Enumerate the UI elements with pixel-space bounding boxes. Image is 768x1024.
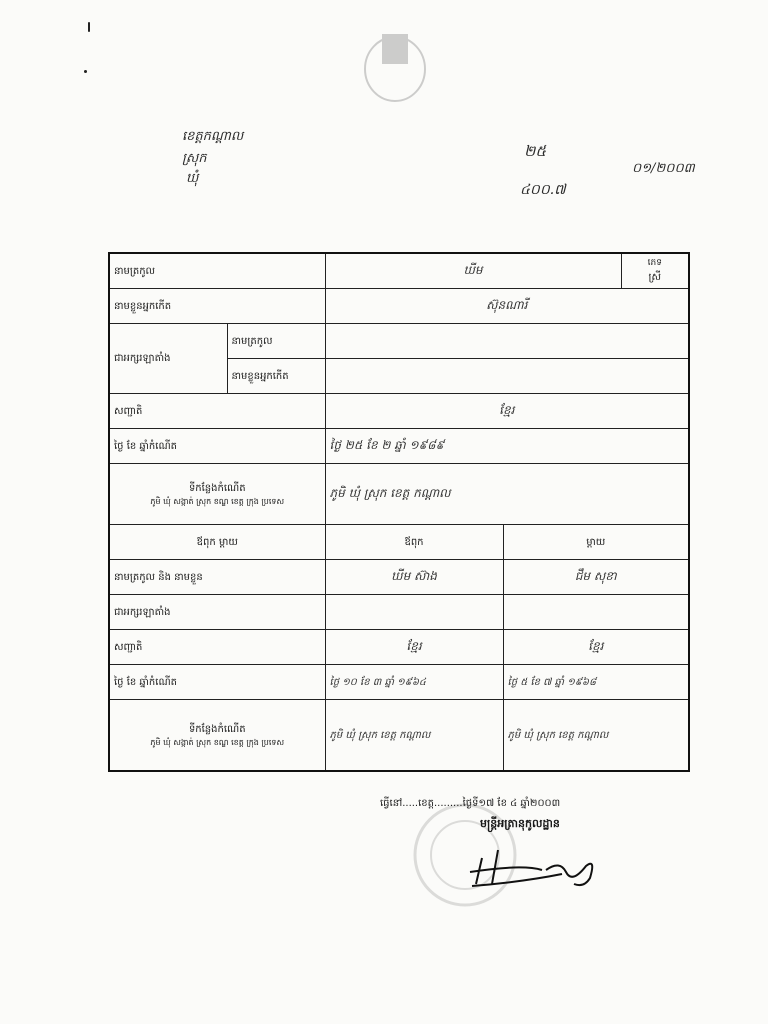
latin-label: ជាអក្សរឡាតាំង [109, 324, 227, 394]
latin-surname-row [109, 324, 689, 359]
issue-date-line: ធ្វើនៅ.....ខេត្ត.........ថ្ងៃទី១៧ ខែ ៤ ឆ្នាំ២០០៣ [380, 798, 561, 809]
surname-row [109, 253, 689, 289]
parent-dob-label: ថ្ងៃ ខែ ឆ្នាំកំណើត [109, 665, 325, 700]
handwritten-reference: ០១/២០០៣ [632, 161, 695, 176]
surname-label: នាមត្រកូល [109, 253, 325, 289]
father-name: ឃីម ស៊ាង [325, 560, 503, 595]
signature-scribble [462, 844, 612, 894]
mother-latin-value [503, 595, 689, 630]
dob-label: ថ្ងៃ ខែ ឆ្នាំកំណើត [109, 429, 325, 464]
given-name-value: ស៊ុនណារី [325, 289, 689, 324]
gender-cell [621, 253, 689, 289]
father-latin-value [325, 595, 503, 630]
pob-label-cell [109, 464, 325, 525]
gender-value: ស្រី [648, 272, 662, 283]
parent-pob-label-cell [109, 700, 325, 772]
scan-mark [88, 22, 90, 32]
birth-certificate-form [108, 252, 690, 772]
scan-speck [84, 70, 87, 73]
latin-surname-value [325, 324, 689, 359]
pob-sublabel: ភូមិ ឃុំ សង្កាត់ ស្រុក ខណ្ឌ ខេត្ត ក្រុង ប្រទេស [150, 496, 285, 506]
parent-nationality-row [109, 630, 689, 665]
parent-dob-row [109, 665, 689, 700]
parent-nationality-label: សញ្ជាតិ [109, 630, 325, 665]
parents-label: ឪពុក ម្ដាយ [109, 525, 325, 560]
parent-name-label: នាមត្រកូល និង នាមខ្លួន [109, 560, 325, 595]
emblem-watermark [360, 24, 430, 104]
pob-label: ទីកន្លែងកំណើត [188, 482, 246, 494]
nationality-value: ខ្មែរ [325, 394, 689, 429]
parent-pob-row [109, 700, 689, 772]
parent-latin-row [109, 595, 689, 630]
mother-header: ម្ដាយ [503, 525, 689, 560]
mother-pob: ភូមិ ឃុំ ស្រុក ខេត្ត កណ្ដាល [503, 700, 689, 772]
parent-pob-sublabel: ភូមិ ឃុំ សង្កាត់ ស្រុក ខណ្ឌ ខេត្ត ក្រុង ប្រទេស [150, 737, 285, 747]
parent-pob-label: ទីកន្លែងកំណើត [188, 723, 246, 735]
father-nationality: ខ្មែរ [325, 630, 503, 665]
handwritten-district: ស្រុក [182, 151, 207, 166]
mother-name: ជឹម សុខា [503, 560, 689, 595]
latin-given-label: នាមខ្លួនអ្នកកើត [227, 359, 325, 394]
dob-row [109, 429, 689, 464]
mother-dob: ថ្ងៃ ៥ ខែ ៧ ឆ្នាំ ១៩៦៨ [503, 665, 689, 700]
given-name-label: នាមខ្លួនអ្នកកើត [109, 289, 325, 324]
parents-header-row [109, 525, 689, 560]
latin-given-value [325, 359, 689, 394]
dob-value: ថ្ងៃ ២៥ ខែ ២ ឆ្នាំ ១៩៨៩ [325, 429, 689, 464]
latin-surname-label: នាមត្រកូល [227, 324, 325, 359]
father-dob: ថ្ងៃ ១០ ខែ ៣ ឆ្នាំ ១៩៦៤ [325, 665, 503, 700]
parent-name-row [109, 560, 689, 595]
handwritten-province: ខេត្តកណ្ដាល [182, 129, 244, 144]
pob-row [109, 464, 689, 525]
father-header: ឪពុក [325, 525, 503, 560]
nationality-row [109, 394, 689, 429]
father-pob: ភូមិ ឃុំ ស្រុក ខេត្ត កណ្ដាល [325, 700, 503, 772]
surname-value: ឃីម [325, 253, 621, 289]
officer-title: មន្ត្រីអត្រានុកូលដ្ឋាន [480, 817, 560, 830]
parent-latin-label: ជាអក្សរឡាតាំង [109, 595, 325, 630]
given-name-row [109, 289, 689, 324]
mother-nationality: ខ្មែរ [503, 630, 689, 665]
handwritten-commune: ឃុំ [186, 171, 199, 186]
pob-value: ភូមិ ឃុំ ស្រុក ខេត្ត កណ្ដាល [325, 464, 689, 525]
nationality-label: សញ្ជាតិ [109, 394, 325, 429]
handwritten-code: ៤០០.៧ [520, 182, 566, 198]
handwritten-number: ២៥ [524, 142, 546, 160]
gender-label: ភេទ [647, 258, 662, 268]
